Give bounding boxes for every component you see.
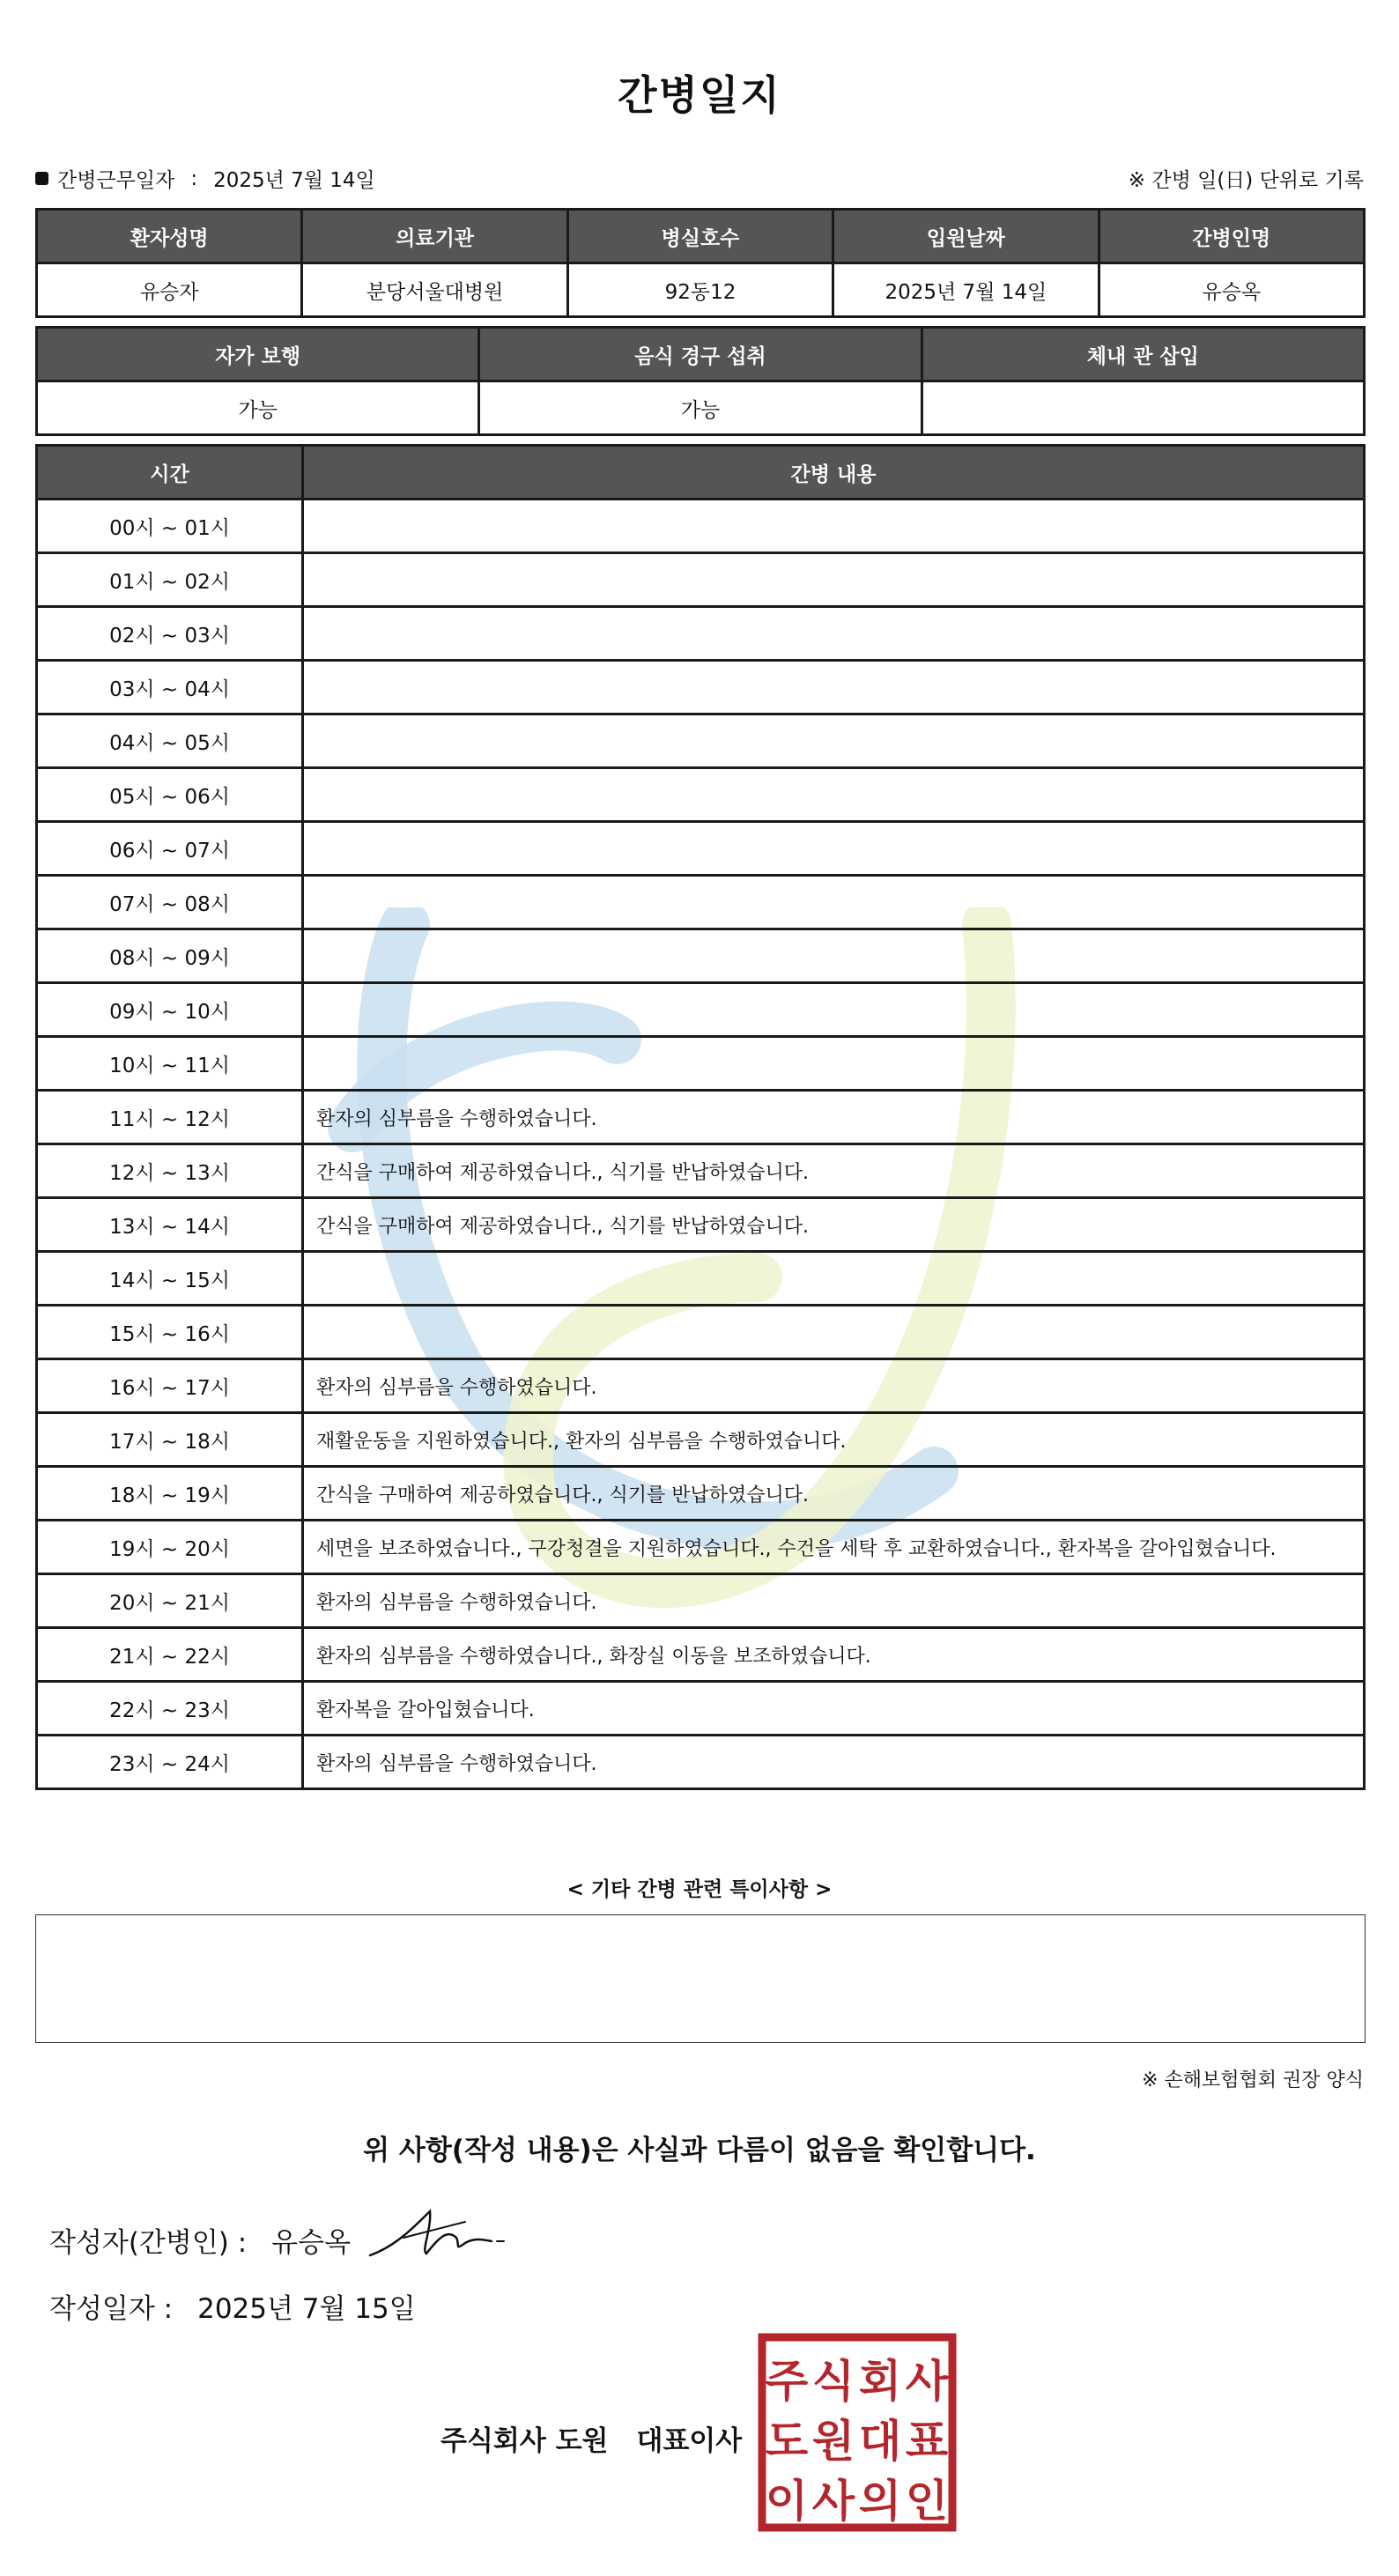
company-seal-stamp — [758, 2333, 957, 2532]
row-content: 간식을 구매하여 제공하였습니다., 식기를 반납하였습니다. — [303, 1467, 1365, 1521]
written-date-value: 2025년 7월 15일 — [197, 2293, 416, 2325]
work-date-value: 2025년 7월 14일 — [213, 169, 375, 192]
row-time: 08시 ~ 09시 — [37, 929, 303, 983]
work-date-label: 간병근무일자 — [57, 169, 175, 192]
work-date — [35, 164, 375, 193]
row-content — [303, 553, 1365, 607]
row-content: 간식을 구매하여 제공하였습니다., 식기를 반납하였습니다. — [303, 1198, 1365, 1252]
row-time: 16시 ~ 17시 — [37, 1359, 303, 1413]
table-row — [37, 607, 1365, 661]
seal-character: 사 — [905, 2356, 949, 2407]
row-content: 재활운동을 지원하였습니다., 환자의 심부름을 수행하였습니다. — [303, 1413, 1365, 1467]
oral-intake-value: 가능 — [479, 381, 922, 435]
row-time: 13시 ~ 14시 — [37, 1198, 303, 1252]
row-content — [303, 1252, 1365, 1306]
header-self-walking: 자가 보행 — [37, 328, 479, 381]
table-row — [37, 1682, 1365, 1736]
seal-character: 사 — [811, 2476, 855, 2527]
admission-date: 2025년 7월 14일 — [833, 263, 1099, 317]
row-content: 환자의 심부름을 수행하였습니다. — [303, 1574, 1365, 1628]
unit-note: ※ 간병 일(日) 단위로 기록 — [1128, 169, 1364, 192]
row-time: 06시 ~ 07시 — [37, 822, 303, 876]
seal-character: 이 — [765, 2476, 809, 2527]
table-row — [37, 1521, 1365, 1574]
row-time: 07시 ~ 08시 — [37, 876, 303, 929]
table-row — [37, 983, 1365, 1037]
row-content — [303, 876, 1365, 929]
remarks-title: < 기타 간병 관련 특이사항 > — [566, 1878, 833, 1901]
table-row — [37, 1252, 1365, 1306]
table-row — [37, 1359, 1365, 1413]
signature — [368, 2202, 509, 2264]
company-line — [440, 2418, 742, 2458]
row-content — [303, 607, 1365, 661]
seal-character: 대 — [858, 2416, 902, 2467]
row-time: 21시 ~ 22시 — [37, 1628, 303, 1682]
hourly-care-table — [35, 444, 1366, 1790]
seal-character: 원 — [811, 2416, 855, 2467]
row-time: 22시 ~ 23시 — [37, 1682, 303, 1736]
row-content: 환자의 심부름을 수행하였습니다. — [303, 1359, 1365, 1413]
row-time: 12시 ~ 13시 — [37, 1144, 303, 1198]
caregiver-name: 유승옥 — [1099, 263, 1364, 317]
row-time: 03시 ~ 04시 — [37, 661, 303, 714]
hospital-name: 분당서울대병원 — [302, 263, 567, 317]
row-content: 환자복을 갈아입혔습니다. — [303, 1682, 1365, 1736]
writer-line — [49, 2220, 351, 2260]
row-content — [303, 500, 1365, 553]
self-walking-value: 가능 — [37, 381, 479, 435]
row-content — [303, 714, 1365, 768]
remarks-box — [35, 1914, 1366, 2043]
patient-name: 유승자 — [37, 263, 302, 317]
patient-status-table — [35, 326, 1366, 436]
table-row — [37, 822, 1365, 876]
table-row — [37, 1306, 1365, 1359]
table-row — [37, 1037, 1365, 1091]
table-row — [37, 1467, 1365, 1521]
confirmation-statement: 위 사항(작성 내용)은 사실과 다름이 없음을 확인합니다. — [363, 2135, 1036, 2166]
table-row — [37, 1144, 1365, 1198]
association-note: ※ 손해보험협회 권장 양식 — [1142, 2069, 1364, 2091]
table-row — [37, 1628, 1365, 1682]
tube-insertion-value — [922, 381, 1364, 435]
seal-character: 의 — [858, 2476, 902, 2527]
row-time: 23시 ~ 24시 — [37, 1736, 303, 1789]
work-date-separator: : — [190, 167, 198, 190]
header-tube-insertion: 체내 관 삽입 — [922, 328, 1364, 381]
seal-character: 표 — [905, 2416, 949, 2467]
row-time: 14시 ~ 15시 — [37, 1252, 303, 1306]
table-row — [37, 1574, 1365, 1628]
row-time: 17시 ~ 18시 — [37, 1413, 303, 1467]
row-time: 00시 ~ 01시 — [37, 500, 303, 553]
row-time: 02시 ~ 03시 — [37, 607, 303, 661]
row-time: 20시 ~ 21시 — [37, 1574, 303, 1628]
row-content: 간식을 구매하여 제공하였습니다., 식기를 반납하였습니다. — [303, 1144, 1365, 1198]
document-title: 간병일지 — [618, 71, 781, 119]
table-row — [37, 661, 1365, 714]
table-row — [37, 714, 1365, 768]
header-admission-date: 입원날짜 — [833, 210, 1099, 263]
table-row — [37, 1413, 1365, 1467]
header-hospital: 의료기관 — [302, 210, 567, 263]
header-oral-intake: 음식 경구 섭취 — [479, 328, 922, 381]
seal-character: 식 — [811, 2356, 855, 2407]
written-date-line — [49, 2286, 416, 2326]
writer-label: 작성자(간병인) : — [49, 2227, 248, 2259]
table-row — [37, 1091, 1365, 1144]
row-time: 04시 ~ 05시 — [37, 714, 303, 768]
written-date-label: 작성일자 : — [49, 2293, 174, 2325]
row-content: 세면을 보조하였습니다., 구강청결을 지원하였습니다., 수건을 세탁 후 교환하였습니다., 환자복을 갈아입혔습니다. — [303, 1521, 1365, 1574]
row-content: 환자의 심부름을 수행하였습니다., 화장실 이동을 보조하였습니다. — [303, 1628, 1365, 1682]
row-time: 19시 ~ 20시 — [37, 1521, 303, 1574]
seal-character: 인 — [905, 2476, 949, 2527]
patient-info-table — [35, 208, 1366, 318]
room-number: 92동12 — [567, 263, 833, 317]
row-content: 환자의 심부름을 수행하였습니다. — [303, 1736, 1365, 1789]
table-row — [37, 768, 1365, 822]
seal-character: 회 — [858, 2356, 902, 2407]
table-row — [37, 1198, 1365, 1252]
table-row — [37, 929, 1365, 983]
company-name: 주식회사 도원 — [440, 2425, 609, 2457]
row-time: 10시 ~ 11시 — [37, 1037, 303, 1091]
row-time: 01시 ~ 02시 — [37, 553, 303, 607]
table-row — [37, 500, 1365, 553]
header-care-content: 간병 내용 — [303, 446, 1365, 500]
row-time: 11시 ~ 12시 — [37, 1091, 303, 1144]
row-time: 05시 ~ 06시 — [37, 768, 303, 822]
header-caregiver-name: 간병인명 — [1099, 210, 1364, 263]
row-time: 18시 ~ 19시 — [37, 1467, 303, 1521]
representative-title: 대표이사 — [636, 2425, 743, 2457]
hourly-rows — [37, 500, 1365, 1789]
header-room: 병실호수 — [567, 210, 833, 263]
row-content: 환자의 심부름을 수행하였습니다. — [303, 1091, 1365, 1144]
header-time: 시간 — [37, 446, 303, 500]
row-content — [303, 822, 1365, 876]
seal-character: 주 — [765, 2356, 809, 2407]
row-time: 09시 ~ 10시 — [37, 983, 303, 1037]
row-content — [303, 983, 1365, 1037]
writer-name: 유승옥 — [271, 2227, 352, 2259]
row-content — [303, 768, 1365, 822]
bullet-square-icon — [35, 172, 48, 185]
header-patient-name: 환자성명 — [37, 210, 302, 263]
row-content — [303, 929, 1365, 983]
row-time: 15시 ~ 16시 — [37, 1306, 303, 1359]
row-content — [303, 661, 1365, 714]
row-content — [303, 1306, 1365, 1359]
table-row — [37, 553, 1365, 607]
seal-character: 도 — [765, 2416, 809, 2467]
table-row — [37, 1736, 1365, 1789]
table-row — [37, 876, 1365, 929]
row-content — [303, 1037, 1365, 1091]
